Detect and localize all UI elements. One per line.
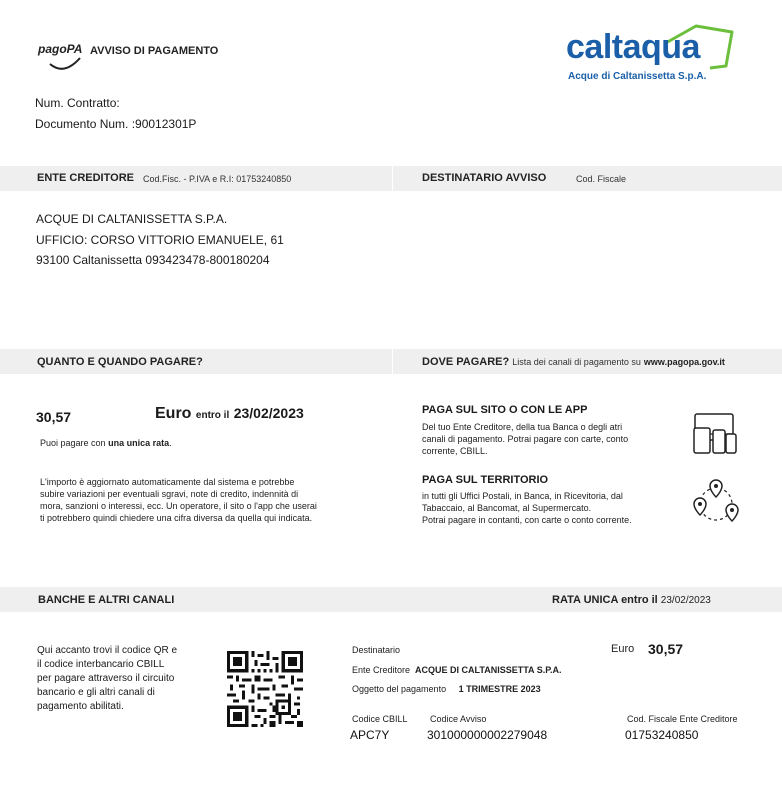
cbill-value: APC7Y [350,728,390,742]
creditor-office: UFFICIO: CORSO VITTORIO EMANUELE, 61 [36,233,284,247]
pagopa-logo [36,42,88,74]
amount-disclaimer: L'importo è aggiornato automaticamente dal sistema e potrebbe subire variazioni per eventuali sgravi, note di credito, indennità di mora, sanzioni o interessi, ecc. Un operatore, il sito o l'app che userai ti potrebbero quindi chiedere una cifra diversa da quella qui indicata. [40,477,317,523]
creditor-fiscal-info: Cod.Fisc. - P.IVA e R.I: 01753240850 [143,174,292,184]
where-section-label: DOVE PAGARE? Lista dei canali di pagamento su www.pagopa.gov.it [422,356,725,368]
bank-currency-label: Euro [611,643,635,655]
currency-label: Euro [155,405,192,422]
pagopa-logo-text: pagoPA [38,42,83,56]
notice-code-label: Codice Avviso [430,714,487,724]
payment-subject-row: Oggetto del pagamento 1 TRIMESTRE 2023 [352,684,541,694]
pagopa-site-link[interactable]: www.pagopa.gov.it [643,357,725,367]
creditor-city: 93100 Caltanissetta 093423478-800180204 [36,253,270,267]
recipient-fiscal-code: Cod. Fiscale [576,174,627,184]
recipient-section-label: DESTINATARIO AVVISO [422,172,547,184]
creditor-fiscal-value: 01753240850 [625,728,699,742]
location-pins-icon [692,478,740,526]
creditor-section-label: ENTE CREDITORE [37,172,134,184]
bank-amount: 30,57 [648,641,684,657]
rate-prefix: entro il [621,594,658,606]
creditor-name: ACQUE DI CALTANISSETTA S.P.A. [36,212,228,226]
bank-creditor-row: Ente Creditore ACQUE DI CALTANISSETTA S.P.A. [352,665,562,675]
bank-section-label: BANCHE E ALTRI CANALI [38,594,175,606]
rate-date: 23/02/2023 [660,595,711,606]
amount-value: 30,57 [36,409,72,425]
qr-code[interactable] [227,651,303,727]
online-payment-title: PAGA SUL SITO O CON LE APP [422,404,588,416]
due-prefix: entro il [195,410,230,421]
contract-number: Num. Contratto: [35,96,120,110]
notice-title: AVVISO DI PAGAMENTO [90,45,219,57]
notice-code-value: 301000000002279048 [427,728,548,742]
creditor-fiscal-label: Cod. Fiscale Ente Creditore [627,714,738,724]
when-section-label: QUANTO E QUANDO PAGARE? [37,356,203,368]
cbill-label: Codice CBILL [352,714,408,724]
territory-payment-title: PAGA SUL TERRITORIO [422,474,549,486]
payment-subject-value: 1 TRIMESTRE 2023 [458,684,541,694]
due-date: 23/02/2023 [233,405,304,421]
rate-header: RATA UNICA entro il 23/02/2023 [552,594,711,606]
bank-info-text: Qui accanto trovi il codice QR e il codice interbancario CBILL per pagare attraverso il circuito bancario e gli altri canali di pagamento abilitati. [37,645,178,712]
bank-creditor-value: ACQUE DI CALTANISSETTA S.P.A. [415,665,562,675]
territory-payment-text: in tutti gli Uffici Postali, in Banca, in Ricevitoria, dal Tabaccaio, al Bancomat, al Supermercato. Potrai pagare in contanti, con carte o conto corrente. [422,491,632,525]
caltaqua-subtitle: Acque di Caltanissetta S.p.A. [568,71,707,82]
pagopa-swoosh-icon [36,42,88,74]
recipient-label: Destinatario [352,645,401,655]
online-payment-text: Del tuo Ente Creditore, della tua Banca o degli atri canali di pagamento. Potrai pagare con carte, conto corrente, CBILL. [422,422,629,456]
where-note: Lista dei canali di pagamento su [512,357,641,367]
single-rate-note: Puoi pagare con una unica rata. [40,438,172,448]
document-number: Documento Num. :90012301P [35,117,197,131]
devices-icon [692,412,740,456]
due-line [155,405,304,423]
caltaqua-brand: caltaqua [566,28,700,66]
